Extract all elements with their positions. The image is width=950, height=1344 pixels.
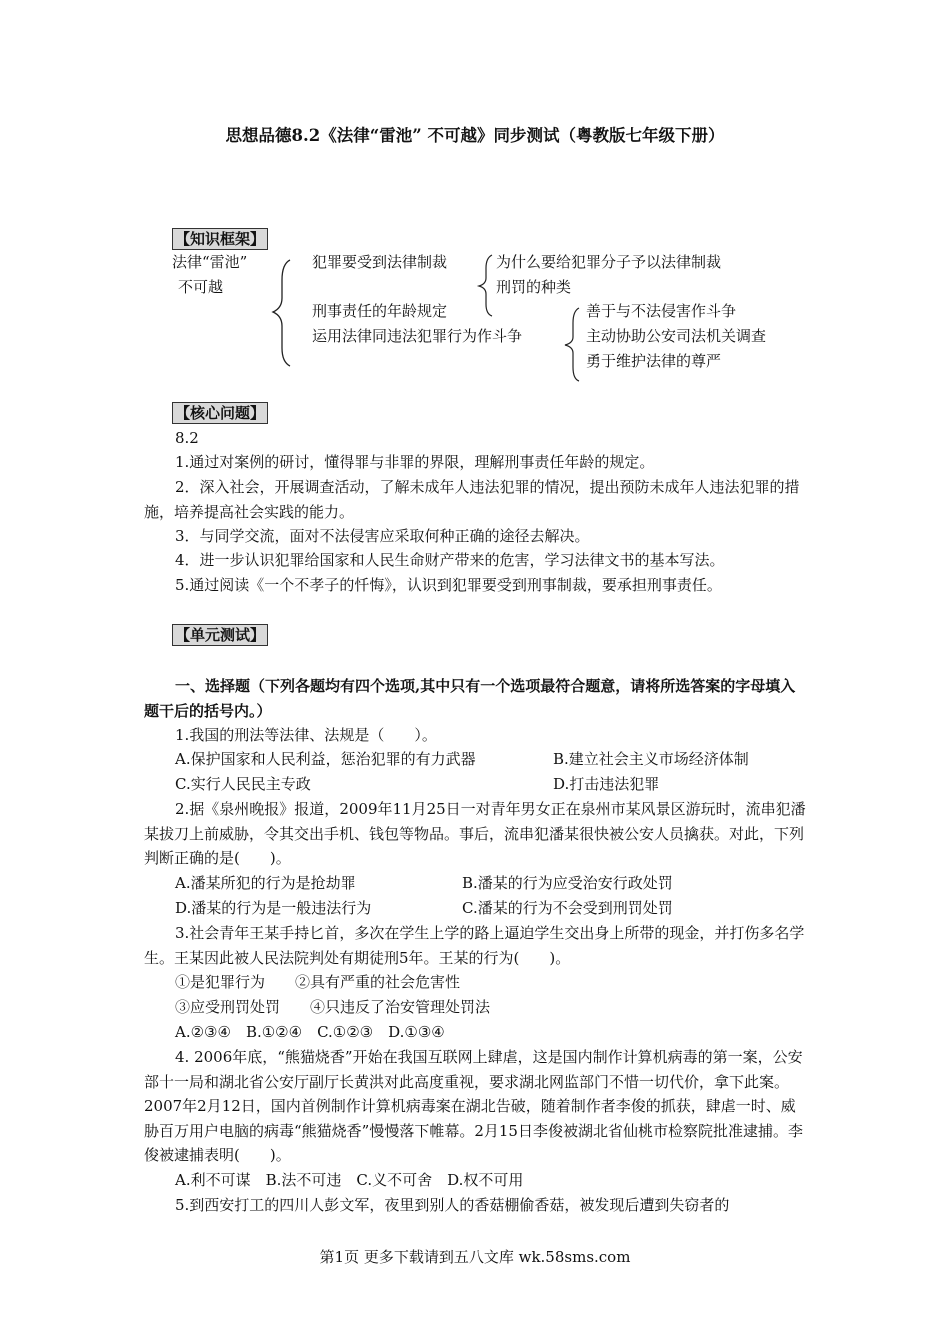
q2-option-c: C.潘某的行为不会受到刑罚处罚 — [462, 899, 673, 917]
core-item-4: 4．进一步认识犯罪给国家和人民生命财产带来的危害，学习法律文书的基本写法。 — [175, 551, 725, 569]
q1-option-a: A.保护国家和人民利益，惩治犯罪的有力武器 — [175, 750, 476, 768]
q2-option-b: B.潘某的行为应受治安行政处罚 — [462, 874, 673, 892]
branch1-brace — [474, 252, 496, 318]
framework-root-line2: 不可越 — [178, 278, 224, 296]
q1-option-b: B.建立社会主义市场经济体制 — [553, 750, 749, 768]
core-item-2: 2．深入社会，开展调查活动，了解未成年人违法犯罪的情况，提出预防未成年人违法犯罪的措施，培养提高社会实践的能力。 — [144, 478, 800, 521]
framework-branch3: 运用法律同违法犯罪行为作斗争 — [312, 327, 523, 345]
page-title: 思想品德8.2《法律“雷池” 不可越》同步测试（粤教版七年级下册） — [225, 126, 725, 145]
core-item-5: 5.通过阅读《一个不孝子的忏悔》，认识到犯罪要受到刑事制裁，要承担刑事责任。 — [175, 576, 722, 594]
question-2: 2.据《泉州晚报》报道，2009年11月25日一对青年男女正在泉州市某风景区游玩时，流串犯潘某拔刀上前威胁，令其交出手机、钱包等物品。事后，流串犯潘某很快被公安人员擒获。对此，下列判断正确的是( )。 — [144, 800, 806, 867]
unit-heading: 【单元测试】 — [172, 624, 268, 646]
framework-branch3-sub2: 主动协助公安司法机关调查 — [586, 327, 767, 345]
q3-options: A.②③④ B.①②④ C.①②③ D.①③④ — [175, 1023, 445, 1041]
q3-statements-1: ①是犯罪行为 ②具有严重的社会危害性 — [175, 973, 461, 991]
q1-option-d: D.打击违法犯罪 — [553, 775, 660, 793]
q4-options: A.利不可谋 B.法不可违 C.义不可舍 D.权不可用 — [175, 1171, 524, 1189]
q3-statements-2: ③应受刑罚处罚 ④只违反了治安管理处罚法 — [175, 998, 491, 1016]
framework-branch1-sub1: 为什么要给犯罪分子予以法律制裁 — [496, 253, 722, 271]
page-footer: 第1页 更多下载请到五八文库 wk.58sms.com — [319, 1248, 631, 1266]
framework-branch2: 刑事责任的年龄规定 — [312, 302, 448, 320]
q1-option-c: C.实行人民民主专政 — [175, 775, 311, 793]
core-item-1: 1.通过对案例的研讨，懂得罪与非罪的界限，理解刑事责任年龄的规定。 — [175, 453, 655, 471]
core-label: 8.2 — [175, 429, 199, 447]
framework-branch3-sub3: 勇于维护法律的尊严 — [586, 352, 722, 370]
core-item-3: 3．与同学交流，面对不法侵害应采取何种正确的途径去解决。 — [175, 527, 590, 545]
branch3-brace — [560, 305, 584, 383]
question-5: 5.到西安打工的四川人彭文军，夜里到别人的香菇棚偷香菇，被发现后遭到失窃者的 — [175, 1196, 730, 1214]
framework-branch3-sub1: 善于与不法侵害作斗争 — [586, 302, 737, 320]
question-4: 4. 2006年底，“熊猫烧香”开始在我国互联网上肆虐，这是国内制作计算机病毒的第一案，公安部十一局和湖北省公安厅副厅长黄洪对此高度重视，要求湖北网监部门不惜一切代价，拿下此案。2007年2月12日，国内首例制作计算机病毒案在湖北告破，随着制作者李俊的抓获，肆虐一时、威胁百万用户电脑的病毒“熊猫烧香”慢慢落下帷幕。2月15日李俊被湖北省仙桃市检察院批准逮捕。李俊被逮捕表明( )。 — [144, 1048, 803, 1164]
main-brace — [268, 256, 298, 368]
core-heading: 【核心问题】 — [172, 402, 268, 424]
framework-heading: 【知识框架】 — [172, 228, 268, 250]
section1-heading: 一、选择题（下列各题均有四个选项,其中只有一个选项最符合题意，请将所选答案的字母填入题干后的括号内。） — [144, 677, 796, 720]
q2-option-a: A.潘某所犯的行为是抢劫罪 — [175, 874, 356, 892]
framework-branch1-sub2: 刑罚的种类 — [496, 278, 572, 296]
framework-branch1: 犯罪要受到法律制裁 — [312, 253, 448, 271]
question-3: 3.社会青年王某手持匕首，多次在学生上学的路上逼迫学生交出身上所带的现金，并打伤多名学生。王某因此被人民法院判处有期徒刑5年。王某的行为( )。 — [144, 924, 805, 967]
question-1: 1.我国的刑法等法律、法规是（ ）。 — [175, 726, 437, 744]
framework-root-line1: 法律“雷池” — [172, 253, 248, 271]
q2-option-d: D.潘某的行为是一般违法行为 — [175, 899, 372, 917]
